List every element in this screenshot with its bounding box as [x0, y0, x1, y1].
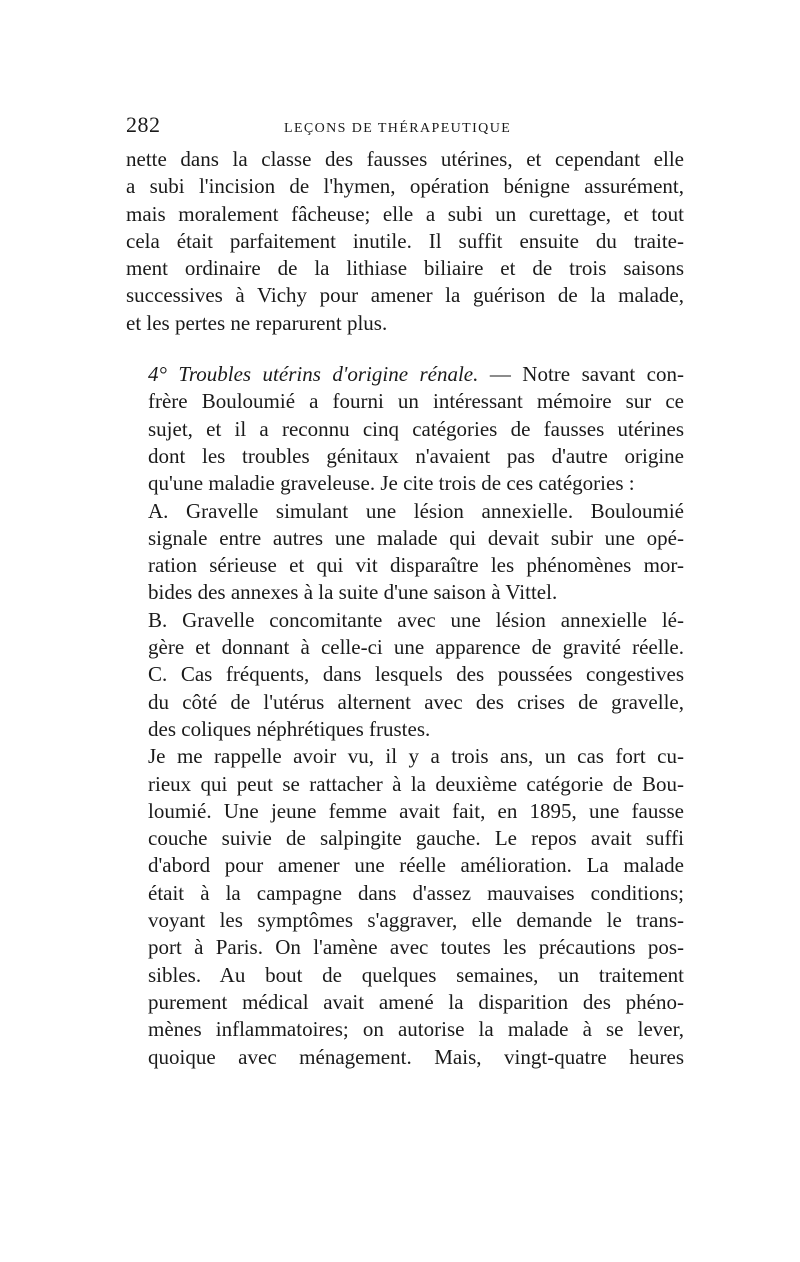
paragraph-continuation [126, 146, 684, 337]
running-title: LEÇONS DE THÉRAPEUTIQUE [284, 121, 512, 136]
paragraph-category-c [126, 661, 684, 743]
text-line: dont les troubles génitaux n'avaient pas d'autre origine [148, 443, 684, 468]
text-line: mais moralement fâcheuse; elle a subi un curettage, et tout [126, 201, 684, 226]
text-line: sibles. Au bout de quelques semaines, un traitement [148, 962, 684, 987]
page-header [126, 112, 684, 142]
text-line: voyant les symptômes s'aggraver, elle demande le trans- [148, 908, 684, 933]
text-line: signale entre autres une malade qui devait subir une opé- [148, 525, 684, 550]
text-line: ment ordinaire de la lithiase biliaire et de trois saisons [126, 256, 684, 281]
text-line: quoique avec ménagement. Mais, vingt-quatre heures [148, 1044, 684, 1069]
text-line: loumié. Une jeune femme avait fait, en 1895, une fausse [148, 798, 684, 823]
text-line: a subi l'incision de l'hymen, opération bénigne assurément, [126, 174, 684, 199]
text-line: couche suivie de salpingite gauche. Le repos avait suffi [148, 826, 684, 851]
paragraph-category-b [126, 607, 684, 662]
text-line: mènes inflammatoires; on autorise la malade à se lever, [148, 1017, 684, 1042]
paragraph-category-a [126, 498, 684, 607]
text-line: qu'une maladie graveleuse. Je cite trois de ces catégories : [148, 471, 635, 496]
text-line: était à la campagne dans d'assez mauvaises conditions; [148, 880, 684, 905]
text-fragment: — Notre savant con- [478, 362, 684, 387]
text-line: A. Gravelle simulant une lésion annexielle. Bouloumié [148, 498, 684, 523]
text-line: purement médical avait amené la disparition des phéno- [148, 989, 684, 1014]
book-page [126, 112, 684, 1071]
text-line: rieux qui peut se rattacher à la deuxième catégorie de Bou- [148, 771, 684, 796]
text-line: frère Bouloumié a fourni un intéressant mémoire sur ce [148, 389, 684, 414]
page-number: 282 [126, 112, 161, 137]
text-line: bides des annexes à la suite d'une saison à Vittel. [148, 580, 558, 605]
text-line: successives à Vichy pour amener la guérison de la malade, [126, 283, 684, 308]
text-line: sujet, et il a reconnu cinq catégories de fausses utérines [148, 416, 684, 441]
text-line [126, 361, 684, 388]
text-line: et les pertes ne reparurent plus. [126, 310, 388, 335]
paragraph-section-4 [126, 361, 684, 497]
text-line: ration sérieuse et qui vit disparaître les phénomènes mor- [148, 553, 684, 578]
text-line: d'abord pour amener une réelle amélioration. La malade [148, 853, 684, 878]
text-line: du côté de l'utérus alternent avec des crises de gravelle, [148, 689, 684, 714]
section-title: 4° Troubles utérins d'origine rénale. [148, 362, 479, 387]
text-line: cela était parfaitement inutile. Il suffit ensuite du traite- [126, 228, 684, 253]
paragraph-case-report [126, 743, 684, 1071]
text-line: Je me rappelle avoir vu, il y a trois ans, un cas fort cu- [148, 744, 684, 769]
text-line: port à Paris. On l'amène avec toutes les précautions pos- [148, 935, 684, 960]
text-line: nette dans la classe des fausses utérines, et cependant elle [126, 147, 684, 171]
text-line: des coliques néphrétiques frustes. [148, 716, 431, 741]
text-line: gère et donnant à celle-ci une apparence de gravité réelle. [148, 635, 684, 660]
text-line: C. Cas fréquents, dans lesquels des poussées congestives [148, 662, 684, 687]
text-line: B. Gravelle concomitante avec une lésion annexielle lé- [148, 607, 684, 632]
